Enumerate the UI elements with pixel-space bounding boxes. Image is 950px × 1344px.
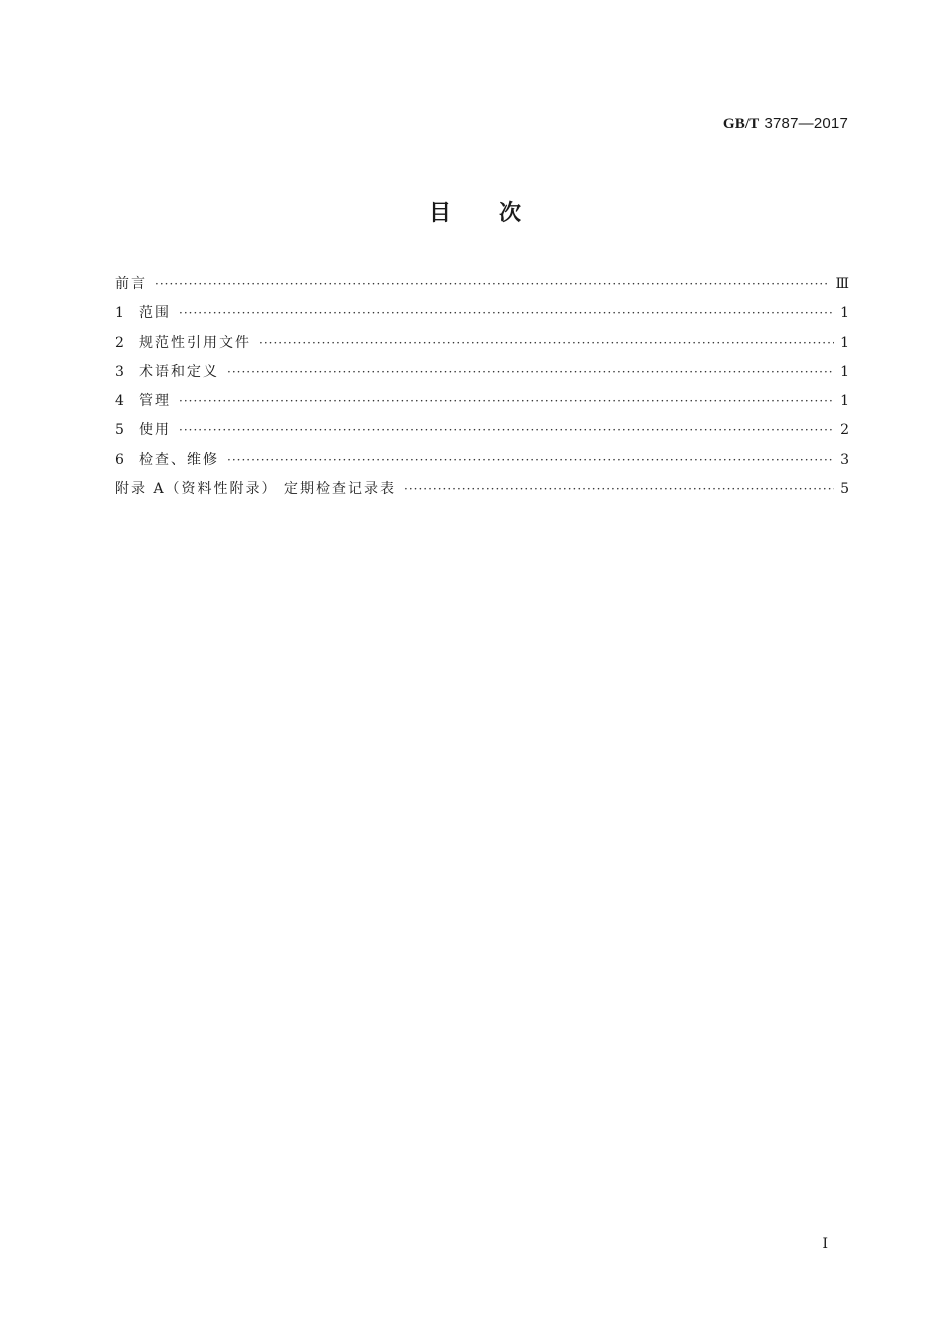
toc-entry-normative-references[interactable]	[115, 333, 849, 362]
toc-leader-dots	[404, 479, 834, 499]
page-number: I	[822, 1236, 828, 1252]
toc-entry-label: 术语和定义	[139, 363, 219, 380]
toc-leader-dots	[227, 450, 834, 470]
toc-entry-inspection-maintenance[interactable]	[115, 450, 849, 479]
toc-entry-page: 1	[840, 393, 849, 410]
toc-entry-label: 附录 A（资料性附录） 定期检查记录表	[115, 481, 397, 498]
toc-entry-label: 范围	[139, 305, 171, 322]
toc-entry-page: Ⅲ	[835, 276, 849, 292]
toc-leader-dots	[155, 274, 829, 294]
toc-leader-dots	[179, 420, 834, 440]
toc-entry-number: 3	[115, 363, 124, 380]
toc-title: 目次	[428, 201, 569, 226]
toc-entry-page: 2	[840, 422, 849, 439]
toc-entry-number: 2	[115, 334, 124, 351]
toc-entry-terms-definitions[interactable]	[115, 362, 849, 391]
toc-entry-label: 检查、维修	[139, 451, 219, 468]
toc-leader-dots	[179, 303, 834, 323]
toc-entry-use[interactable]	[115, 420, 849, 449]
toc-entry-page: 3	[840, 451, 849, 468]
toc-entry-number: 6	[115, 451, 124, 468]
toc-entry-scope[interactable]	[115, 303, 849, 332]
toc-entry-number: 4	[115, 393, 124, 410]
toc-entry-page: 1	[840, 305, 849, 322]
standard-prefix: GB/T	[722, 116, 760, 132]
document-code	[723, 114, 848, 133]
standard-number: 3787—2017	[764, 115, 848, 132]
toc-entry-label: 规范性引用文件	[139, 334, 251, 351]
toc-entry-label: 前言	[115, 276, 147, 292]
toc-leader-dots	[259, 333, 834, 353]
toc-entry-page: 5	[840, 481, 849, 498]
toc-entry-foreword[interactable]	[115, 274, 849, 303]
toc-entry-appendix-a[interactable]	[115, 479, 849, 508]
toc-entry-page: 1	[840, 334, 849, 351]
toc-entry-label: 使用	[139, 422, 171, 439]
toc-entry-page: 1	[840, 363, 849, 380]
toc-leader-dots	[179, 391, 834, 411]
toc-entry-number: 1	[115, 305, 124, 322]
toc-entry-number: 5	[115, 422, 124, 439]
toc-leader-dots	[227, 362, 834, 382]
toc-entry-label: 管理	[139, 393, 171, 410]
table-of-contents	[115, 274, 849, 508]
toc-entry-management[interactable]	[115, 391, 849, 420]
